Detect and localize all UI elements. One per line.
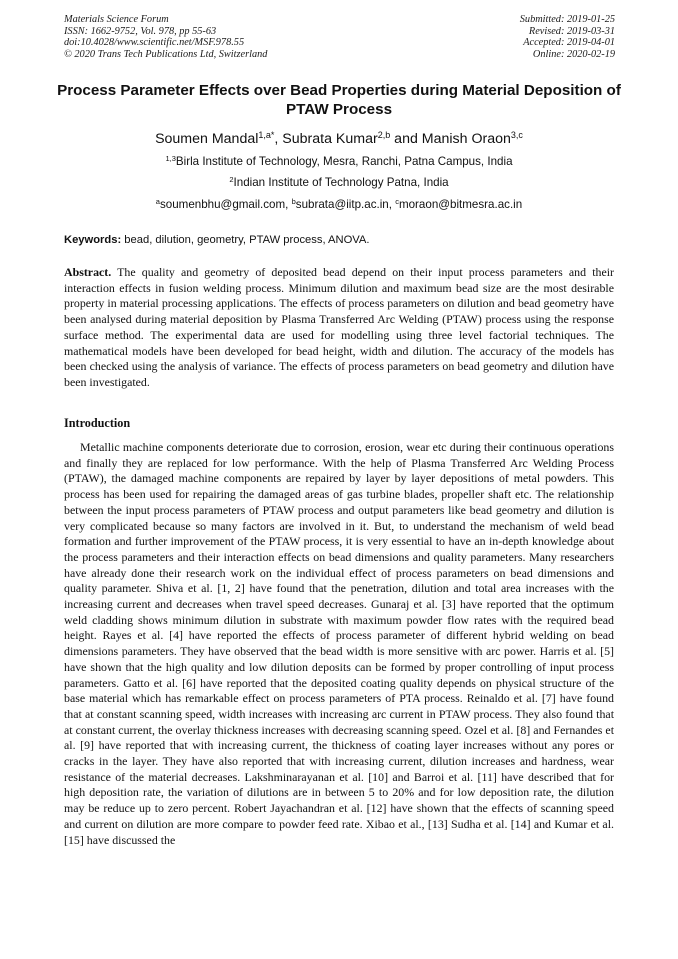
keywords-line bbox=[64, 233, 370, 247]
affiliation bbox=[40, 152, 638, 169]
abstract-label: Abstract. bbox=[64, 265, 112, 279]
author-affiliation-marker: 2,b bbox=[377, 130, 391, 140]
keywords-label: Keywords: bbox=[64, 234, 122, 246]
paper-title: Process Parameter Effects over Bead Properties during Material Deposition of PTAW Process bbox=[57, 82, 621, 118]
submission-dates bbox=[520, 14, 615, 60]
affiliation bbox=[40, 173, 638, 190]
date-accepted: Accepted: 2019-04-01 bbox=[523, 37, 615, 49]
date-online: Online: 2020-02-19 bbox=[532, 48, 615, 60]
author-separator: and bbox=[390, 131, 422, 147]
section-heading-introduction: Introduction bbox=[64, 416, 131, 430]
date-submitted: Submitted: 2019-01-25 bbox=[519, 14, 615, 25]
affiliation-marker: 1,3 bbox=[165, 154, 176, 163]
author-name: Manish Oraon bbox=[421, 131, 511, 147]
abstract-paragraph bbox=[64, 265, 614, 391]
email-marker: b bbox=[291, 197, 296, 206]
author-name: Subrata Kumar bbox=[282, 131, 378, 147]
author-list bbox=[40, 126, 638, 148]
author-affiliation-marker: 1,a* bbox=[258, 130, 275, 140]
author-name: Soumen Mandal bbox=[155, 131, 259, 147]
journal-info bbox=[64, 14, 267, 60]
journal-doi: doi:10.4028/www.scientific.net/MSF.978.55 bbox=[64, 37, 245, 49]
author-affiliation-marker: 3,c bbox=[510, 130, 523, 140]
email-link[interactable]: soumenbhu@gmail.com, bbox=[159, 198, 292, 211]
journal-copyright: © 2020 Trans Tech Publications Ltd, Switzerland bbox=[64, 48, 268, 60]
date-revised: Revised: 2019-03-31 bbox=[528, 25, 615, 37]
keywords-text: bead, dilution, geometry, PTAW process, ANOVA. bbox=[121, 234, 370, 246]
journal-name: Materials Science Forum bbox=[64, 14, 169, 25]
affiliation-text: Indian Institute of Technology Patna, India bbox=[233, 176, 449, 189]
introduction-paragraph: Metallic machine components deteriorate due to corrosion, erosion, wear etc during their continuous operations and finally they are replaced for low performance. With the help of Plasma Transferred Arc Welding Process (PTAW), the damaged machine components are repaired by layer by layer depositions of metal powders. This process has been used for repairing the damaged areas of gas turbine blades, propeller shaft etc. The relationship between the input process parameters of PTAW process and output parameters like bead geometry and dilution is very complicated because so many factors are involved in it. But, to understand the mechanism of weld bead formation and further improvement of the PTAW process, it is very essential to have an in-depth knowledge about the process parameters and their interaction effects on bead dimensions and quality parameters. Many researchers have already done their research work on the individual effect of process parameters on bead dimensions and quality parameter. Shiva et al. [1, 2] have found that the penetration, dilution and total area increases with the increasing current and decreases when travel speed decreases. Gunaraj et al. [3] have reported that the optimum weld cladding shows minimum dilution in substrate with maximum powder flow rates with the required bead height. Rayes et al. [4] have reported the effects of process parameter of different hybrid welding on bead dimensions parameters. They have observed that the bead width is more sensitive with arc power. Harris et al. [5] have shown that the high quality and low dilution deposits can be formed by proper controlling of input process parameters. Gatto et al. [6] have reported that the deposited coating quality depends on physical structure of the base material which has remarkable effect on process parameters of PTA process. Reinaldo et al. [7] have found that at constant scanning speed, width increases with increasing arc current in PTAW process. They also found that at constant current, the overlay thickness increases with decreasing scanning speed. Ozel et al. [8] and Fernandes et al. [9] have reported that with increasing current, the thickness of coating layer increases without any pores or cracks in the layer. They have also reported that with increasing current, dilution increases and hardness, wear resistance of the material decreases. Lakshminarayanan et al. [10] and Barroi et al. [11] have described that for high deposition rate, the variation of dilutions are in between 5 to 20% and for low deposition rate, the dilution may be reduce up to zero percent. Robert Jayachandran et al. [12] have shown that the effects of scanning speed and current on dilution are more compare to powder feed rate. Xibao et al., [13] Sudha et al. [14] and Kumar et al. [15] have discussed the bbox=[64, 440, 614, 847]
author-emails bbox=[40, 195, 638, 212]
affiliation-text: Birla Institute of Technology, Mesra, Ranchi, Patna Campus, India bbox=[175, 155, 513, 168]
email-link[interactable]: subrata@iitp.ac.in, bbox=[295, 198, 396, 211]
journal-issn: ISSN: 1662-9752, Vol. 978, pp 55-63 bbox=[64, 25, 217, 37]
author-separator: , bbox=[274, 131, 283, 147]
affiliation-marker: 2 bbox=[229, 175, 234, 184]
email-marker: c bbox=[395, 197, 399, 206]
email-link[interactable]: moraon@bitmesra.ac.in bbox=[398, 198, 523, 211]
abstract-text: The quality and geometry of deposited bead depend on their input process parameters and their interaction effects in fusion welding process. Minimum dilution and maximum bead size are the most desirable property in material processing applications. The effects of process parameters on dilution and bead geometry have been analysed during material deposition by Plasma Transferred Arc Welding (PTAW) process using the response surface method. The experimental data are used for modelling using three level factorial techniques. The mathematical models have been developed for bead height, width and dilution. The accuracy of the models has been checked using the analysis of variance. The effects of process parameters on bead geometry and dilution have been investigated. bbox=[64, 265, 614, 389]
email-marker: a bbox=[155, 197, 160, 206]
